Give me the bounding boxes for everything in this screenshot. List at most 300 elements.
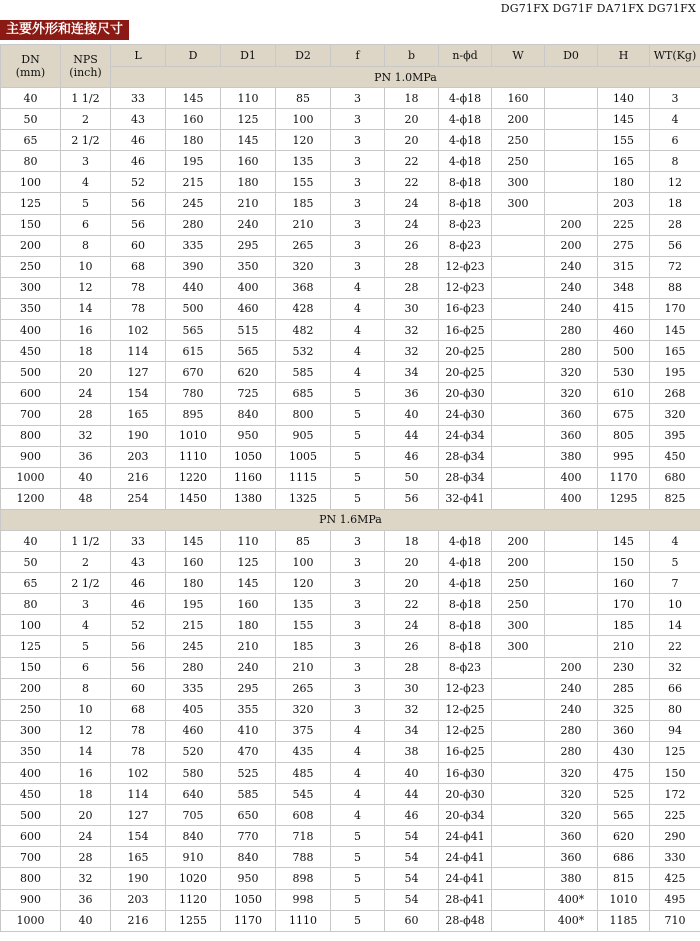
table-row bbox=[1, 720, 700, 741]
table-cell: 1 1/2 bbox=[61, 88, 111, 109]
table-cell: 24 bbox=[385, 214, 439, 235]
table-cell: 225 bbox=[650, 805, 700, 826]
table-cell: 145 bbox=[598, 530, 650, 551]
table-cell: 425 bbox=[650, 868, 700, 889]
table-cell: 225 bbox=[598, 214, 650, 235]
table-cell: 54 bbox=[385, 847, 439, 868]
table-cell: 154 bbox=[111, 383, 166, 404]
table-cell: 60 bbox=[111, 678, 166, 699]
table-cell: 460 bbox=[598, 320, 650, 341]
table-cell: 620 bbox=[221, 362, 276, 383]
table-cell: 8 bbox=[61, 235, 111, 256]
table-cell: 495 bbox=[650, 889, 700, 910]
table-cell: 250 bbox=[492, 594, 545, 615]
table-cell: 44 bbox=[385, 425, 439, 446]
table-cell: 998 bbox=[276, 889, 331, 910]
table-cell: 3 bbox=[331, 151, 385, 172]
table-cell: 1115 bbox=[276, 467, 331, 488]
table-cell: 898 bbox=[276, 868, 331, 889]
table-cell: 5 bbox=[331, 446, 385, 467]
table-cell: 160 bbox=[221, 151, 276, 172]
table-cell: 620 bbox=[598, 826, 650, 847]
table-row bbox=[1, 741, 700, 762]
table-cell: 805 bbox=[598, 425, 650, 446]
table-cell: 170 bbox=[650, 298, 700, 319]
table-cell: 825 bbox=[650, 488, 700, 509]
table-cell: 33 bbox=[111, 530, 166, 551]
table-cell: 190 bbox=[111, 868, 166, 889]
header-dn: DN (mm) bbox=[1, 45, 61, 88]
table-cell: 300 bbox=[492, 636, 545, 657]
table-row bbox=[1, 88, 700, 109]
header-L: L bbox=[111, 45, 166, 67]
header-H: H bbox=[598, 45, 650, 67]
table-cell: 165 bbox=[111, 404, 166, 425]
table-row bbox=[1, 530, 700, 551]
table-cell: 300 bbox=[1, 720, 61, 741]
table-cell: 28-ϕ34 bbox=[439, 446, 492, 467]
table-cell bbox=[545, 88, 598, 109]
table-cell: 28 bbox=[385, 657, 439, 678]
table-cell: 895 bbox=[166, 404, 221, 425]
table-cell: 40 bbox=[385, 763, 439, 784]
table-cell bbox=[492, 425, 545, 446]
table-cell: 120 bbox=[276, 130, 331, 151]
table-cell: 114 bbox=[111, 784, 166, 805]
table-cell: 150 bbox=[650, 763, 700, 784]
table-cell: 16 bbox=[61, 320, 111, 341]
table-cell: 3 bbox=[331, 530, 385, 551]
table-row bbox=[1, 341, 700, 362]
table-cell: 32 bbox=[61, 868, 111, 889]
table-cell: 4 bbox=[331, 720, 385, 741]
table-cell: 54 bbox=[385, 868, 439, 889]
table-cell: 325 bbox=[598, 699, 650, 720]
header-W: W bbox=[492, 45, 545, 67]
table-cell bbox=[492, 826, 545, 847]
table-cell: 500 bbox=[598, 341, 650, 362]
table-cell: 335 bbox=[166, 235, 221, 256]
table-cell: 68 bbox=[111, 256, 166, 277]
table-cell: 608 bbox=[276, 805, 331, 826]
table-cell: 20-ϕ34 bbox=[439, 805, 492, 826]
table-cell: 102 bbox=[111, 320, 166, 341]
table-cell: 54 bbox=[385, 889, 439, 910]
table-cell: 24-ϕ41 bbox=[439, 868, 492, 889]
table-cell: 430 bbox=[598, 741, 650, 762]
table-cell: 12 bbox=[61, 277, 111, 298]
table-cell: 46 bbox=[111, 151, 166, 172]
table-cell: 360 bbox=[545, 826, 598, 847]
table-cell: 1010 bbox=[598, 889, 650, 910]
table-cell: 900 bbox=[1, 889, 61, 910]
table-row bbox=[1, 172, 700, 193]
table-cell: 4 bbox=[650, 530, 700, 551]
table-cell: 8-ϕ18 bbox=[439, 636, 492, 657]
table-cell: 40 bbox=[385, 404, 439, 425]
table-cell: 315 bbox=[598, 256, 650, 277]
table-cell: 685 bbox=[276, 383, 331, 404]
table-cell: 200 bbox=[545, 657, 598, 678]
table-cell: 172 bbox=[650, 784, 700, 805]
table-cell: 1170 bbox=[221, 910, 276, 931]
header-f: f bbox=[331, 45, 385, 67]
table-cell: 10 bbox=[61, 699, 111, 720]
table-cell: 127 bbox=[111, 362, 166, 383]
table-cell: 4 bbox=[331, 298, 385, 319]
table-cell: 22 bbox=[385, 151, 439, 172]
table-cell: 24-ϕ34 bbox=[439, 425, 492, 446]
table-cell: 200 bbox=[1, 235, 61, 256]
table-cell: 24-ϕ41 bbox=[439, 826, 492, 847]
table-cell: 4 bbox=[331, 277, 385, 298]
table-cell: 125 bbox=[221, 552, 276, 573]
header-D1: D1 bbox=[221, 45, 276, 67]
table-cell: 16-ϕ30 bbox=[439, 763, 492, 784]
table-cell: 675 bbox=[598, 404, 650, 425]
table-cell: 1020 bbox=[166, 868, 221, 889]
table-cell: 80 bbox=[650, 699, 700, 720]
table-cell: 1000 bbox=[1, 910, 61, 931]
table-cell: 210 bbox=[276, 657, 331, 678]
table-cell: 22 bbox=[385, 594, 439, 615]
table-cell: 8-ϕ23 bbox=[439, 214, 492, 235]
table-cell: 46 bbox=[385, 805, 439, 826]
table-cell bbox=[492, 467, 545, 488]
table-cell: 16-ϕ25 bbox=[439, 320, 492, 341]
table-cell bbox=[545, 530, 598, 551]
table-cell: 380 bbox=[545, 868, 598, 889]
table-cell: 4 bbox=[61, 172, 111, 193]
table-cell: 200 bbox=[492, 530, 545, 551]
table-cell: 48 bbox=[61, 488, 111, 509]
table-cell: 348 bbox=[598, 277, 650, 298]
table-cell: 265 bbox=[276, 678, 331, 699]
table-cell bbox=[492, 741, 545, 762]
table-cell: 46 bbox=[111, 130, 166, 151]
table-cell: 580 bbox=[166, 763, 221, 784]
table-cell: 1200 bbox=[1, 488, 61, 509]
table-cell: 1295 bbox=[598, 488, 650, 509]
table-cell: 670 bbox=[166, 362, 221, 383]
table-cell: 500 bbox=[166, 298, 221, 319]
table-row bbox=[1, 805, 700, 826]
table-cell: 56 bbox=[111, 193, 166, 214]
table-cell: 1 1/2 bbox=[61, 530, 111, 551]
table-row bbox=[1, 784, 700, 805]
table-cell: 125 bbox=[221, 109, 276, 130]
table-cell: 125 bbox=[1, 193, 61, 214]
table-cell: 435 bbox=[276, 741, 331, 762]
table-cell: 36 bbox=[385, 383, 439, 404]
table-cell: 150 bbox=[598, 552, 650, 573]
table-cell: 400 bbox=[545, 488, 598, 509]
table-cell: 240 bbox=[221, 657, 276, 678]
table-cell: 3 bbox=[331, 699, 385, 720]
table-cell: 180 bbox=[598, 172, 650, 193]
table-cell: 28 bbox=[385, 277, 439, 298]
table-cell: 3 bbox=[331, 594, 385, 615]
table-cell: 515 bbox=[221, 320, 276, 341]
table-cell: 800 bbox=[276, 404, 331, 425]
table-row bbox=[1, 678, 700, 699]
table-cell bbox=[492, 362, 545, 383]
table-cell: 54 bbox=[385, 826, 439, 847]
table-cell: 400 bbox=[545, 467, 598, 488]
table-cell: 22 bbox=[385, 172, 439, 193]
table-cell: 200 bbox=[492, 109, 545, 130]
table-cell: 4-ϕ18 bbox=[439, 151, 492, 172]
table-cell: 165 bbox=[650, 341, 700, 362]
table-cell: 20-ϕ30 bbox=[439, 383, 492, 404]
table-cell: 5 bbox=[331, 425, 385, 446]
table-cell bbox=[492, 678, 545, 699]
table-cell: 4 bbox=[331, 362, 385, 383]
table-cell: 900 bbox=[1, 446, 61, 467]
table-cell: 705 bbox=[166, 805, 221, 826]
table-cell: 1050 bbox=[221, 889, 276, 910]
table-cell: 50 bbox=[1, 552, 61, 573]
table-cell: 5 bbox=[61, 636, 111, 657]
table-cell: 615 bbox=[166, 341, 221, 362]
section-label-pn10: PN 1.0MPa bbox=[111, 67, 700, 88]
table-cell: 32-ϕ41 bbox=[439, 488, 492, 509]
table-cell: 185 bbox=[276, 636, 331, 657]
table-cell: 18 bbox=[385, 88, 439, 109]
table-cell: 770 bbox=[221, 826, 276, 847]
table-cell: 280 bbox=[545, 320, 598, 341]
table-cell: 360 bbox=[545, 847, 598, 868]
table-cell: 245 bbox=[166, 193, 221, 214]
table-cell: 10 bbox=[61, 256, 111, 277]
table-cell: 565 bbox=[598, 805, 650, 826]
table-cell: 26 bbox=[385, 235, 439, 256]
table-cell bbox=[492, 699, 545, 720]
table-row bbox=[1, 109, 700, 130]
table-row bbox=[1, 552, 700, 573]
table-cell bbox=[492, 868, 545, 889]
table-cell: 3 bbox=[331, 172, 385, 193]
table-cell: 320 bbox=[545, 383, 598, 404]
table-cell: 5 bbox=[331, 404, 385, 425]
table-cell: 180 bbox=[166, 130, 221, 151]
table-cell bbox=[492, 720, 545, 741]
table-cell: 8-ϕ18 bbox=[439, 615, 492, 636]
table-cell: 440 bbox=[166, 277, 221, 298]
header-D2: D2 bbox=[276, 45, 331, 67]
table-cell: 5 bbox=[650, 552, 700, 573]
table-cell bbox=[545, 615, 598, 636]
table-cell bbox=[545, 594, 598, 615]
table-cell: 295 bbox=[221, 678, 276, 699]
table-cell: 265 bbox=[276, 235, 331, 256]
table-cell: 180 bbox=[221, 615, 276, 636]
table-cell: 66 bbox=[650, 678, 700, 699]
table-cell: 22 bbox=[650, 636, 700, 657]
table-cell: 300 bbox=[492, 172, 545, 193]
table-row bbox=[1, 298, 700, 319]
table-cell bbox=[492, 214, 545, 235]
table-cell: 428 bbox=[276, 298, 331, 319]
table-cell: 470 bbox=[221, 741, 276, 762]
header-nps: NPS (inch) bbox=[61, 45, 111, 88]
table-cell: 1160 bbox=[221, 467, 276, 488]
table-cell: 400 bbox=[1, 763, 61, 784]
table-cell: 165 bbox=[111, 847, 166, 868]
table-row bbox=[1, 193, 700, 214]
table-cell: 368 bbox=[276, 277, 331, 298]
table-cell: 4 bbox=[331, 763, 385, 784]
table-cell: 300 bbox=[492, 193, 545, 214]
table-cell: 230 bbox=[598, 657, 650, 678]
table-cell: 800 bbox=[1, 425, 61, 446]
table-cell: 18 bbox=[61, 784, 111, 805]
table-cell: 12-ϕ23 bbox=[439, 678, 492, 699]
table-cell: 20-ϕ25 bbox=[439, 362, 492, 383]
table-cell: 330 bbox=[650, 847, 700, 868]
table-cell: 18 bbox=[385, 530, 439, 551]
table-cell: 32 bbox=[650, 657, 700, 678]
table-cell bbox=[492, 341, 545, 362]
table-cell: 6 bbox=[61, 214, 111, 235]
table-cell: 10 bbox=[650, 594, 700, 615]
table-cell bbox=[492, 763, 545, 784]
table-cell: 3 bbox=[331, 109, 385, 130]
table-cell: 5 bbox=[61, 193, 111, 214]
table-cell: 390 bbox=[166, 256, 221, 277]
table-cell: 350 bbox=[1, 298, 61, 319]
table-cell: 5 bbox=[331, 910, 385, 931]
table-cell: 102 bbox=[111, 763, 166, 784]
table-cell: 1000 bbox=[1, 467, 61, 488]
table-cell: 145 bbox=[221, 130, 276, 151]
header-D0: D0 bbox=[545, 45, 598, 67]
table-row bbox=[1, 130, 700, 151]
table-cell: 155 bbox=[276, 615, 331, 636]
table-cell: 3 bbox=[331, 573, 385, 594]
table-cell: 185 bbox=[598, 615, 650, 636]
table-cell: 195 bbox=[166, 151, 221, 172]
table-cell: 100 bbox=[1, 172, 61, 193]
table-cell: 20 bbox=[385, 130, 439, 151]
table-row bbox=[1, 277, 700, 298]
table-cell: 5 bbox=[331, 889, 385, 910]
header-D: D bbox=[166, 45, 221, 67]
table-row bbox=[1, 868, 700, 889]
table-cell: 100 bbox=[276, 552, 331, 573]
table-cell: 215 bbox=[166, 172, 221, 193]
table-cell: 32 bbox=[385, 341, 439, 362]
table-cell bbox=[492, 446, 545, 467]
table-cell: 300 bbox=[1, 277, 61, 298]
table-cell: 140 bbox=[598, 88, 650, 109]
table-cell: 65 bbox=[1, 130, 61, 151]
table-row bbox=[1, 488, 700, 509]
table-cell: 460 bbox=[166, 720, 221, 741]
table-cell: 4 bbox=[331, 805, 385, 826]
table-cell: 3 bbox=[61, 151, 111, 172]
table-cell: 400* bbox=[545, 910, 598, 931]
table-cell: 686 bbox=[598, 847, 650, 868]
table-cell: 33 bbox=[111, 88, 166, 109]
table-cell bbox=[492, 277, 545, 298]
table-cell: 203 bbox=[111, 446, 166, 467]
table-cell bbox=[545, 172, 598, 193]
table-cell: 1170 bbox=[598, 467, 650, 488]
table-cell: 85 bbox=[276, 530, 331, 551]
table-cell: 3 bbox=[331, 615, 385, 636]
table-cell: 4-ϕ18 bbox=[439, 130, 492, 151]
table-cell: 320 bbox=[276, 699, 331, 720]
table-cell: 80 bbox=[1, 151, 61, 172]
table-cell: 28-ϕ34 bbox=[439, 467, 492, 488]
table-cell: 280 bbox=[545, 741, 598, 762]
table-cell: 88 bbox=[650, 277, 700, 298]
table-cell: 24-ϕ41 bbox=[439, 847, 492, 868]
table-cell: 485 bbox=[276, 763, 331, 784]
table-cell: 840 bbox=[166, 826, 221, 847]
table-cell: 46 bbox=[385, 446, 439, 467]
table-row bbox=[1, 889, 700, 910]
table-cell: 905 bbox=[276, 425, 331, 446]
table-cell: 20-ϕ30 bbox=[439, 784, 492, 805]
table-cell: 280 bbox=[545, 720, 598, 741]
table-cell: 110 bbox=[221, 530, 276, 551]
table-cell: 155 bbox=[276, 172, 331, 193]
table-cell: 145 bbox=[598, 109, 650, 130]
table-cell: 200 bbox=[545, 235, 598, 256]
table-cell: 40 bbox=[1, 530, 61, 551]
table-cell: 840 bbox=[221, 847, 276, 868]
table-cell: 135 bbox=[276, 594, 331, 615]
table-cell: 30 bbox=[385, 298, 439, 319]
table-cell: 170 bbox=[598, 594, 650, 615]
table-cell: 8-ϕ18 bbox=[439, 594, 492, 615]
table-cell: 24 bbox=[385, 193, 439, 214]
table-cell: 4-ϕ18 bbox=[439, 530, 492, 551]
table-cell: 165 bbox=[598, 151, 650, 172]
table-cell: 12-ϕ23 bbox=[439, 277, 492, 298]
table-cell: 210 bbox=[221, 193, 276, 214]
table-cell: 995 bbox=[598, 446, 650, 467]
table-cell: 700 bbox=[1, 404, 61, 425]
table-row bbox=[1, 362, 700, 383]
table-cell: 285 bbox=[598, 678, 650, 699]
table-cell: 2 1/2 bbox=[61, 573, 111, 594]
table-cell: 56 bbox=[385, 488, 439, 509]
table-cell: 30 bbox=[385, 678, 439, 699]
table-cell: 2 bbox=[61, 109, 111, 130]
table-cell: 78 bbox=[111, 298, 166, 319]
table-cell: 44 bbox=[385, 784, 439, 805]
model-codes: DG71FX DG71F DA71FX DG71FX bbox=[500, 2, 696, 15]
table-cell: 12 bbox=[61, 720, 111, 741]
table-cell: 18 bbox=[61, 341, 111, 362]
table-cell: 4 bbox=[61, 615, 111, 636]
table-cell: 72 bbox=[650, 256, 700, 277]
table-cell: 780 bbox=[166, 383, 221, 404]
table-cell: 350 bbox=[1, 741, 61, 762]
table-cell bbox=[492, 889, 545, 910]
table-row bbox=[1, 636, 700, 657]
table-cell: 585 bbox=[276, 362, 331, 383]
table-cell: 5 bbox=[331, 847, 385, 868]
table-cell: 5 bbox=[331, 383, 385, 404]
table-cell: 4 bbox=[331, 341, 385, 362]
table-cell: 203 bbox=[111, 889, 166, 910]
table-cell bbox=[545, 636, 598, 657]
table-cell: 250 bbox=[492, 151, 545, 172]
